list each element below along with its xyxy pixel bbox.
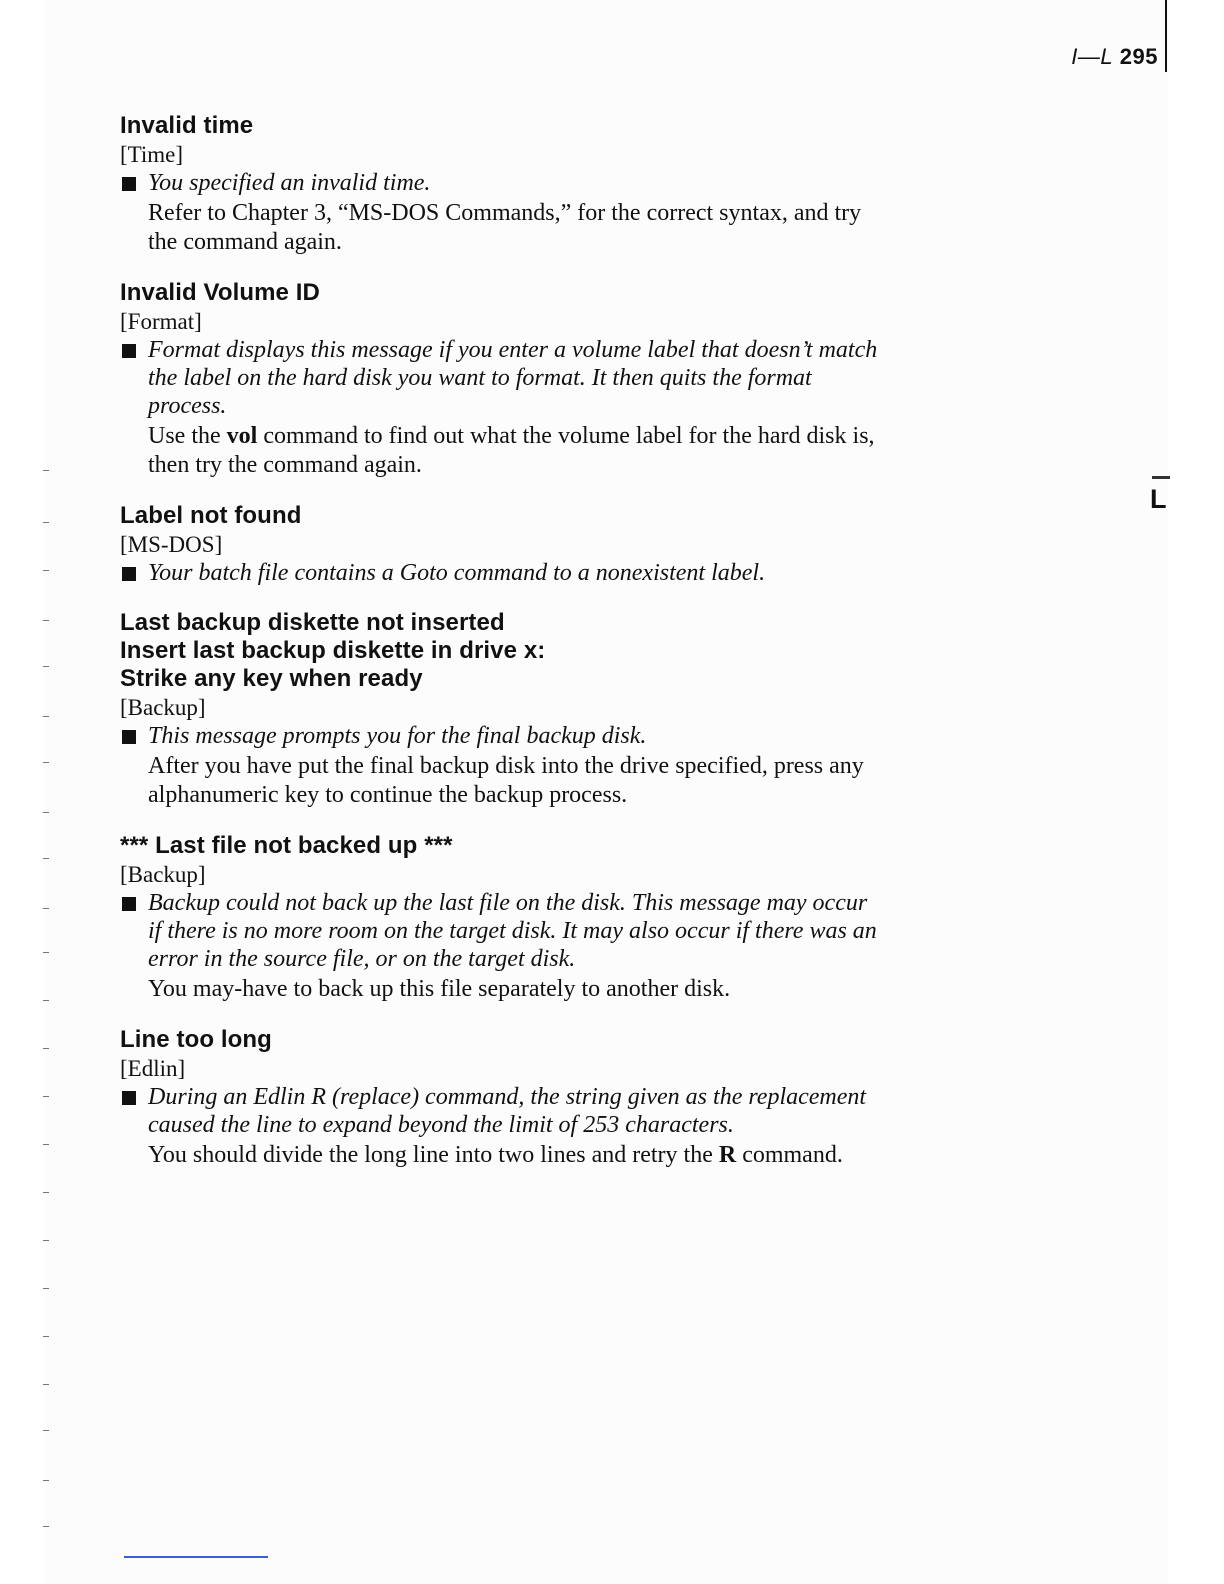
entry-title: Label not found xyxy=(120,502,302,529)
entry-title: *** Last file not backed up *** xyxy=(120,832,453,859)
entry-source: [MS-DOS] xyxy=(120,532,223,557)
entry-title-line: Last backup diskette not inserted xyxy=(120,609,505,636)
command-name: R xyxy=(718,1142,737,1168)
entry-title-line: Insert last backup diskette in drive x: xyxy=(120,637,546,664)
page-header xyxy=(1071,44,1158,70)
square-bullet-icon xyxy=(122,177,136,191)
entry-invalid-time xyxy=(120,112,880,257)
error-message-list xyxy=(120,112,880,1192)
entry-source: [Edlin] xyxy=(120,1056,186,1081)
entry-remedy: Refer to Chapter 3, “MS-DOS Commands,” for the correct syntax, and try the command again. xyxy=(148,200,862,255)
footnote-rule xyxy=(124,1556,268,1558)
square-bullet-icon xyxy=(122,897,136,911)
entry-remedy xyxy=(148,1141,880,1170)
cause-row xyxy=(120,169,880,197)
remedy-text: command to find out what the volume label for the hard disk is, then try the command again. xyxy=(148,423,875,478)
square-bullet-icon xyxy=(122,1091,136,1105)
entry-remedy: You may-have to back up this file separately to another disk. xyxy=(148,976,731,1002)
square-bullet-icon xyxy=(122,567,136,581)
entry-cause: You specified an invalid time. xyxy=(148,170,431,196)
cause-row xyxy=(120,559,880,587)
entry-source: [Format] xyxy=(120,309,202,334)
cause-row xyxy=(120,722,880,750)
margin-scan-marks xyxy=(43,470,49,1550)
remedy-text: You should divide the long line into two lines and retry the xyxy=(148,1142,719,1168)
header-rule xyxy=(1165,0,1167,72)
entry-cause: During an Edlin R (replace) command, the string given as the replacement caused the line to expand beyond the limit of 253 characters. xyxy=(148,1084,867,1138)
entry-remedy xyxy=(148,422,880,480)
command-name: vol xyxy=(226,423,258,449)
entry-title-line: Strike any key when ready xyxy=(120,665,423,692)
remedy-text: command. xyxy=(736,1142,843,1168)
entry-remedy: After you have put the final backup disk into the drive specified, press any alphanumeric key to continue the backup process. xyxy=(148,753,864,808)
entry-last-file-not-backed-up xyxy=(120,832,880,1004)
entry-cause: This message prompts you for the final backup disk. xyxy=(148,723,647,749)
entry-label-not-found xyxy=(120,502,880,587)
entry-last-backup-diskette xyxy=(120,609,880,810)
entry-source: [Backup] xyxy=(120,695,206,720)
section-prefix: I—L xyxy=(1071,44,1114,69)
entry-source: [Time] xyxy=(120,142,184,167)
entry-title: Line too long xyxy=(120,1026,272,1053)
entry-title: Invalid Volume ID xyxy=(120,279,320,306)
remedy-text: Use the xyxy=(148,423,227,449)
entry-cause: Your batch file contains a Goto command to a nonexistent label. xyxy=(148,560,766,586)
entry-cause: Format displays this message if you enter a volume label that doesn’t match the label on the hard disk you want to format. It then quits the format process. xyxy=(148,337,878,419)
cause-row xyxy=(120,889,880,973)
thumb-tab-letter: L xyxy=(1150,484,1167,514)
cause-row xyxy=(120,336,880,420)
square-bullet-icon xyxy=(122,344,136,358)
entry-title: Invalid time xyxy=(120,112,254,139)
page-number: 295 xyxy=(1119,44,1158,69)
cause-row xyxy=(120,1083,880,1139)
entry-line-too-long xyxy=(120,1026,880,1170)
entry-source: [Backup] xyxy=(120,862,206,887)
entry-cause: Backup could not back up the last file on the disk. This message may occur if there is no more room on the target disk. It may also occur if there was an error in the source file, or on the target disk. xyxy=(148,890,877,972)
square-bullet-icon xyxy=(122,730,136,744)
entry-invalid-volume-id xyxy=(120,279,880,480)
thumb-tab-mark xyxy=(1152,476,1170,479)
